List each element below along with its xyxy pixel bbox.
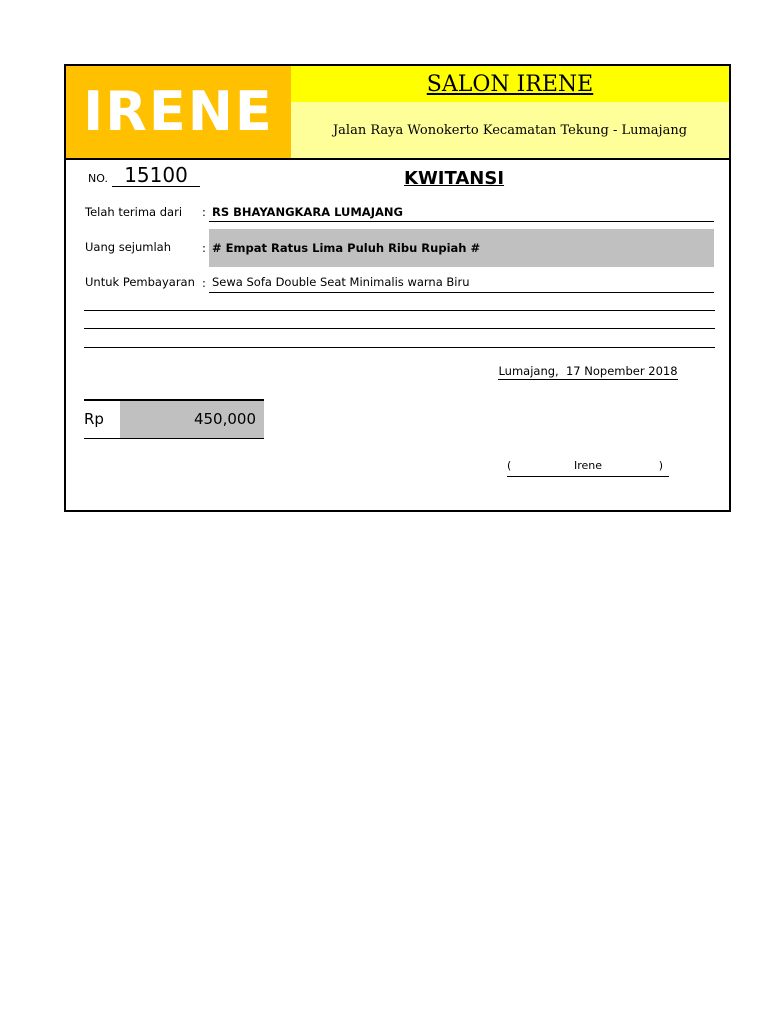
business-name: SALON IRENE xyxy=(426,71,594,97)
business-address: Jalan Raya Wonokerto Kecamatan Tekung - Lumajang xyxy=(332,122,688,138)
payment-for-value: Sewa Sofa Double Seat Minimalis warna Biru xyxy=(209,274,714,293)
business-name-band xyxy=(291,66,729,102)
document-title: KWITANSI xyxy=(404,168,505,189)
signature-close-paren: ) xyxy=(658,459,663,472)
signature-open-paren: ( xyxy=(507,459,512,472)
receipt-number-label: NO. xyxy=(88,172,108,185)
payment-for-label: Untuk Pembayaran xyxy=(85,275,195,289)
receipt-number: 15100 xyxy=(112,164,200,187)
received-from-value: RS BHAYANGKARA LUMAJANG xyxy=(209,204,714,222)
blank-line xyxy=(84,310,715,311)
signer-name: Irene xyxy=(573,459,603,472)
received-from-label: Telah terima dari xyxy=(85,205,183,219)
amount-value: 450,000 xyxy=(120,401,264,438)
logo-text: IRENE xyxy=(83,80,274,143)
receipt-form xyxy=(64,64,731,512)
blank-line xyxy=(84,347,715,348)
currency-label: Rp xyxy=(84,410,104,428)
amount-box xyxy=(84,399,264,439)
amount-words-value: # Empat Ratus Lima Puluh Ribu Rupiah # xyxy=(209,229,714,267)
payment-for-colon: : xyxy=(202,276,206,290)
address-band xyxy=(291,102,729,158)
amount-words-label: Uang sejumlah xyxy=(85,240,171,254)
signature-line xyxy=(507,459,669,477)
received-from-colon: : xyxy=(202,205,206,219)
header-divider xyxy=(66,158,729,160)
logo-block xyxy=(66,66,291,158)
amount-words-colon: : xyxy=(202,241,206,255)
blank-line xyxy=(84,328,715,329)
receipt-date: Lumajang, 17 Nopember 2018 xyxy=(498,364,678,378)
